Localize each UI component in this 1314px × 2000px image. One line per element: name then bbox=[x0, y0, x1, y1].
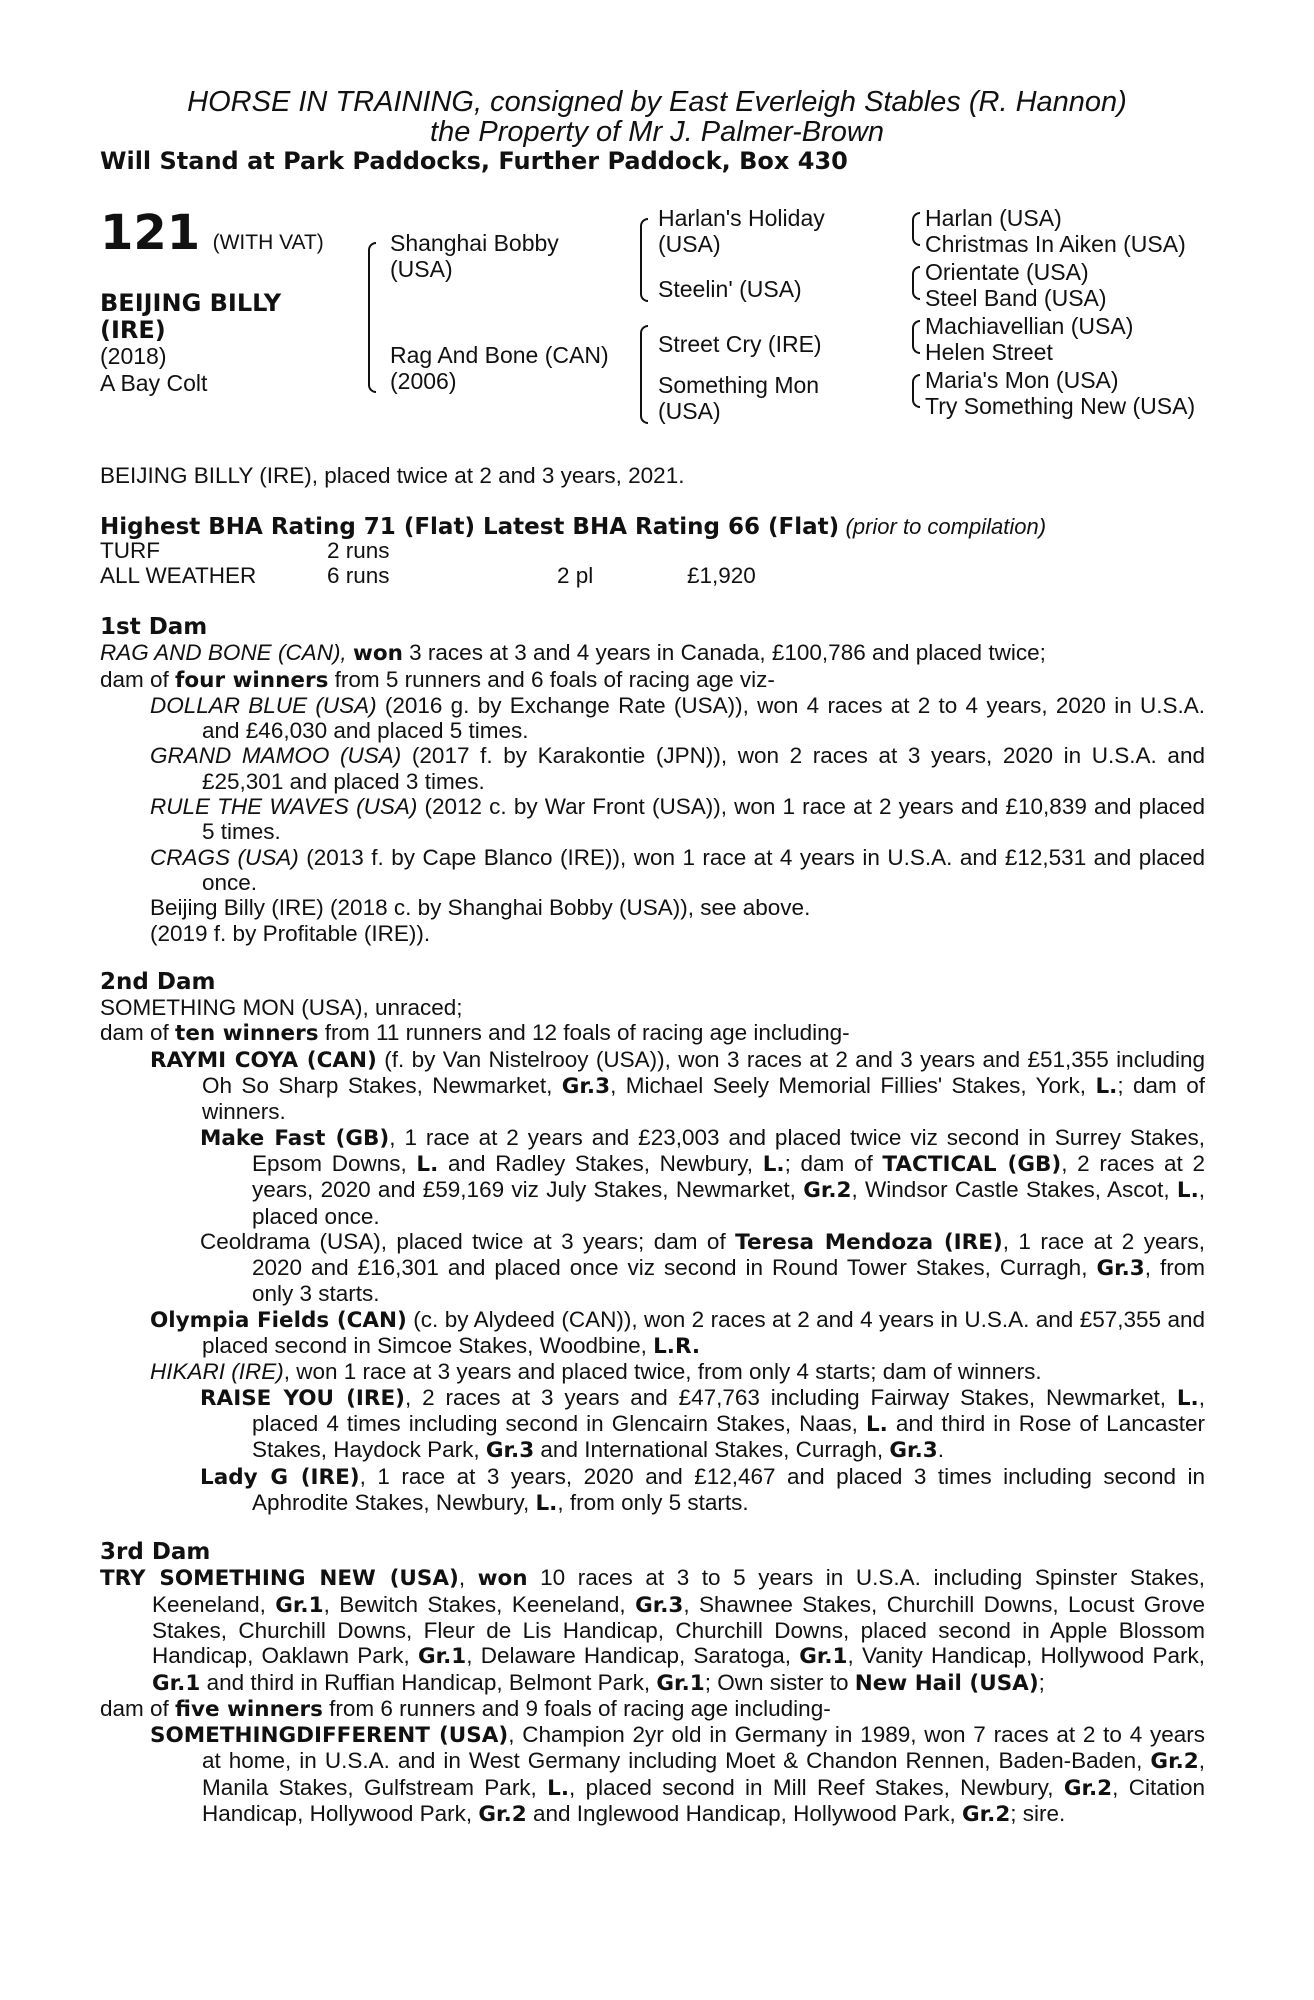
dd-sire: Maria's Mon (USA) bbox=[925, 367, 1119, 393]
progeny-entry: SOMETHINGDIFFERENT (USA), Champion 2yr old in Germany in 1989, won 7 races at 2 to 4 years at home, in U.S.A. and in West Germany including Moet & Chandon Rennen, Baden-Baden, Gr.2, Manila Stakes, Gulfstream Park, L., placed second in Mill Reef Stakes, Newbury, Gr.2, Citation Handicap, Hollywood Park, Gr.2 and Inglewood Handicap, Hollywood Park, Gr.2; sire. bbox=[150, 1722, 1205, 1828]
ss-dam: Christmas In Aiken (USA) bbox=[925, 231, 1186, 257]
horse-description: A Bay Colt bbox=[100, 370, 208, 396]
summary-line: BEIJING BILLY (IRE), placed twice at 2 and 3 years, 2021. bbox=[100, 463, 685, 488]
lot-block bbox=[100, 205, 324, 261]
form-row: ALL WEATHER 6 runs 2 pl £1,920 bbox=[100, 563, 756, 588]
horse-name: BEIJING BILLY bbox=[100, 289, 282, 317]
dam-sire: Street Cry (IRE) bbox=[658, 331, 822, 357]
section-heading: 2nd Dam bbox=[100, 968, 216, 995]
lot-vat: (WITH VAT) bbox=[212, 231, 324, 254]
sire-sire: Harlan's Holiday (USA) bbox=[658, 205, 825, 257]
grandprogeny-entry: Ceoldrama (USA), placed twice at 3 years; dam of Teresa Mendoza (IRE), 1 race at 2 years, 2020 and £16,301 and placed once viz second in Round Tower Stakes, Curragh, Gr.3, from only 3 starts. bbox=[200, 1228, 1206, 1307]
lot-number: 121 bbox=[100, 205, 201, 261]
progeny-entry: HIKARI (IRE), won 1 race at 3 years and placed twice, from only 4 starts; dam of winners. bbox=[150, 1359, 1042, 1385]
header-subtitle: the Property of Mr J. Palmer-Brown bbox=[430, 116, 884, 148]
progeny-entry: DOLLAR BLUE (USA) (2016 g. by Exchange Rate (USA)), won 4 races at 2 to 4 years, 2020 in U.S.A. and £46,030 and placed 5 times. bbox=[150, 692, 1205, 744]
progeny-entry: Beijing Billy (IRE) (2018 c. by Shanghai Bobby (USA)), see above. bbox=[150, 895, 811, 921]
ss-sire: Harlan (USA) bbox=[925, 205, 1062, 231]
rating-line bbox=[100, 513, 1046, 540]
dam-paragraph: dam of five winners from 6 runners and 9 foals of racing age including- bbox=[100, 1695, 831, 1722]
pedigree-brace bbox=[912, 320, 920, 354]
sire-dam: Steelin' (USA) bbox=[658, 276, 802, 302]
dam-paragraph: dam of ten winners from 11 runners and 12 foals of racing age including- bbox=[100, 1020, 850, 1047]
grandprogeny-entry: RAISE YOU (IRE), 2 races at 3 years and £47,763 including Fairway Stakes, Newmarket, L., placed 4 times including second in Glencairn Stakes, Naas, L. and third in Rose of Lancaster Stakes, Haydock Park, Gr.3 and International Stakes, Curragh, Gr.3. bbox=[200, 1384, 1205, 1464]
pedigree-brace bbox=[640, 325, 648, 424]
pedigree-brace bbox=[368, 242, 376, 393]
ds-sire: Machiavellian (USA) bbox=[925, 313, 1134, 339]
dam-paragraph: RAG AND BONE (CAN), won 3 races at 3 and 4 years in Canada, £100,786 and placed twice; bbox=[100, 640, 1046, 667]
form-table bbox=[100, 538, 756, 588]
form-row: TURF 2 runs bbox=[100, 538, 390, 563]
progeny-entry: RAYMI COYA (CAN) (f. by Van Nistelrooy (USA)), won 3 races at 2 and 3 years and £51,355 including Oh So Sharp Stakes, Newmarket, Gr.3, Michael Seely Memorial Fillies' Stakes, York, L.; dam of winners. bbox=[150, 1046, 1205, 1125]
progeny-entry: RULE THE WAVES (USA) (2012 c. by War Front (USA)), won 1 race at 2 years and £10,839 and placed 5 times. bbox=[150, 794, 1205, 845]
dam: Rag And Bone (CAN) (2006) bbox=[390, 342, 609, 394]
sire: Shanghai Bobby (USA) bbox=[390, 230, 559, 282]
pedigree-brace bbox=[640, 218, 648, 302]
horse-year: (2018) bbox=[100, 343, 167, 369]
header-location: Will Stand at Park Paddocks, Further Paddock, Box 430 bbox=[100, 147, 848, 175]
section-heading: 3rd Dam bbox=[100, 1539, 211, 1566]
dd-dam: Try Something New (USA) bbox=[925, 393, 1196, 419]
grandprogeny-entry: Lady G (IRE), 1 race at 3 years, 2020 and £12,467 and placed 3 times including second in Aphrodite Stakes, Newbury, L., from only 5 starts. bbox=[200, 1463, 1205, 1516]
dam-paragraph: TRY SOMETHING NEW (USA), won 10 races at 3 to 5 years in U.S.A. including Spinster Stakes, Keeneland, Gr.1, Bewitch Stakes, Keeneland, Gr.3, Shawnee Stakes, Churchill Downs, Locust Grove Stakes, Churchill Downs, Fleur de Lis Handicap, Churchill Downs, placed second in Apple Blossom Handicap, Oaklawn Park, Gr.1, Delaware Handicap, Saratoga, Gr.1, Vanity Handicap, Hollywood Park, Gr.1 and third in Ruffian Handicap, Belmont Park, Gr.1; Own sister to New Hail (USA); bbox=[100, 1565, 1205, 1696]
pedigree-brace bbox=[912, 266, 920, 300]
sd-dam: Steel Band (USA) bbox=[925, 285, 1107, 311]
rating-bold: Highest BHA Rating 71 (Flat) Latest BHA Rating 66 (Flat) bbox=[100, 514, 840, 540]
progeny-entry: Olympia Fields (CAN) (c. by Alydeed (CAN)), won 2 races at 2 and 4 years in U.S.A. and £57,355 and placed second in Simcoe Stakes, Woodbine, L.R. bbox=[150, 1306, 1206, 1360]
horse-suffix: (IRE) bbox=[100, 316, 166, 344]
dam-dam: Something Mon (USA) bbox=[658, 372, 820, 424]
dam-paragraph: dam of four winners from 5 runners and 6 foals of racing age viz- bbox=[100, 666, 775, 693]
sd-sire: Orientate (USA) bbox=[925, 259, 1089, 285]
progeny-entry: (2019 f. by Profitable (IRE)). bbox=[150, 920, 431, 946]
progeny-entry: CRAGS (USA) (2013 f. by Cape Blanco (IRE)), won 1 race at 4 years in U.S.A. and £12,531 and placed once. bbox=[150, 844, 1206, 895]
section-heading: 1st Dam bbox=[100, 614, 208, 640]
catalogue-body bbox=[100, 615, 1205, 1827]
dam-paragraph: SOMETHING MON (USA), unraced; bbox=[100, 995, 463, 1021]
progeny-entry: GRAND MAMOO (USA) (2017 f. by Karakontie (JPN)), won 2 races at 3 years, 2020 in U.S.A. and £25,301 and placed 3 times. bbox=[150, 743, 1205, 794]
rating-note: (prior to compilation) bbox=[845, 514, 1047, 539]
pedigree-brace bbox=[912, 374, 920, 408]
pedigree-brace bbox=[912, 212, 920, 246]
grandprogeny-entry: Make Fast (GB), 1 race at 2 years and £23,003 and placed twice viz second in Surrey Stakes, Epsom Downs, L. and Radley Stakes, Newbury, L.; dam of TACTICAL (GB), 2 races at 2 years, 2020 and £59,169 viz July Stakes, Newmarket, Gr.2, Windsor Castle Stakes, Ascot, L., placed once. bbox=[200, 1124, 1206, 1229]
header-title: HORSE IN TRAINING, consigned by East Everleigh Stables (R. Hannon) bbox=[187, 86, 1127, 118]
ds-dam: Helen Street bbox=[925, 339, 1053, 365]
